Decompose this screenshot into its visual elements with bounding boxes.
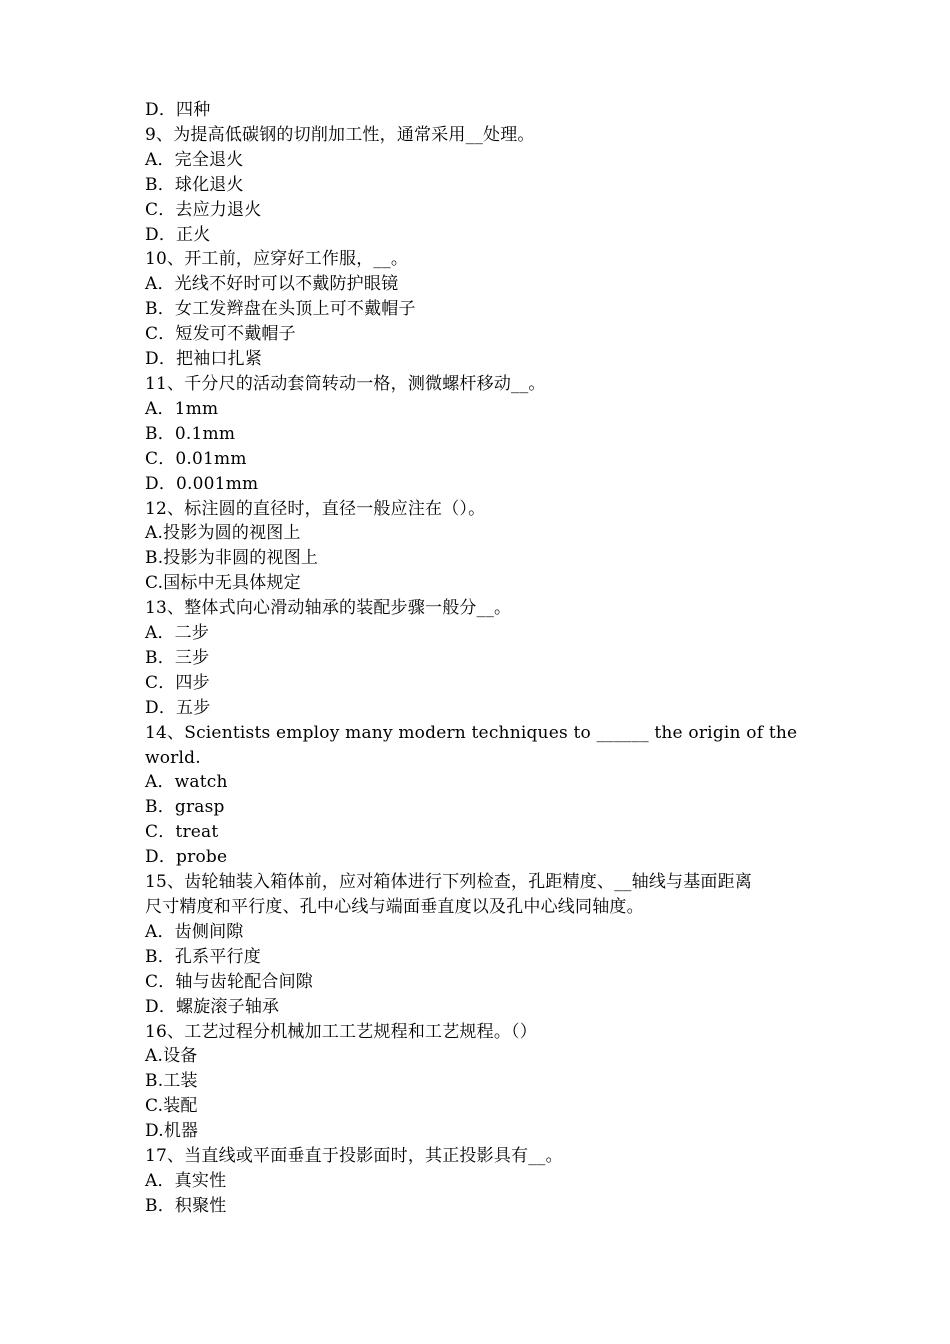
question-text: 尺寸精度和平行度、孔中心线与端面垂直度以及孔中心线同轴度。 — [145, 897, 644, 917]
answer-option: A．1mm — [145, 398, 219, 419]
answer-option: B．三步 — [145, 647, 210, 668]
answer-option: A.设备 — [145, 1046, 198, 1067]
answer-option: A．完全退火 — [145, 149, 244, 170]
answer-option: C.国标中无具体规定 — [145, 573, 301, 594]
question-text: 15、齿轮轴装入箱体前，应对箱体进行下列检查，孔距精度、__轴线与基面距离 — [145, 872, 753, 893]
question-text: 16、工艺过程分机械加工工艺规程和工艺规程。（） — [145, 1021, 537, 1042]
answer-option: B．女工发辫盘在头顶上可不戴帽子 — [145, 299, 416, 320]
answer-option: A．watch — [145, 772, 228, 793]
answer-option: C．轴与齿轮配合间隙 — [145, 971, 314, 992]
answer-option: D.机器 — [145, 1121, 199, 1142]
answer-option: D．probe — [145, 847, 228, 868]
question-text: 9、为提高低碳钢的切削加工性，通常采用__处理。 — [145, 124, 535, 145]
answer-option: D．螺旋滚子轴承 — [145, 996, 280, 1017]
answer-option: B．球化退火 — [145, 174, 244, 195]
answer-option: B．0.1mm — [145, 423, 236, 444]
answer-option: B．grasp — [145, 797, 225, 818]
answer-option: A．真实性 — [145, 1170, 227, 1191]
answer-option: C．去应力退火 — [145, 199, 262, 220]
answer-option: B.工装 — [145, 1071, 198, 1092]
question-text: 11、千分尺的活动套筒转动一格，测微螺杆移动__。 — [145, 373, 546, 394]
answer-option: D．0.001mm — [145, 473, 259, 494]
answer-option: C．四步 — [145, 672, 210, 693]
question-text: 13、整体式向心滑动轴承的装配步骤一般分__。 — [145, 598, 512, 619]
answer-option: D．五步 — [145, 697, 211, 718]
answer-option: D．把袖口扎紧 — [145, 349, 263, 370]
answer-option: B．积聚性 — [145, 1195, 227, 1216]
answer-option: A.投影为圆的视图上 — [145, 523, 301, 544]
answer-option: C．短发可不戴帽子 — [145, 324, 296, 345]
answer-option: C.装配 — [145, 1096, 198, 1117]
answer-option: C．0.01mm — [145, 448, 247, 469]
question-text: 10、开工前，应穿好工作服，__。 — [145, 249, 409, 270]
question-text: 17、当直线或平面垂直于投影面时，其正投影具有__。 — [145, 1146, 563, 1167]
answer-option: D．正火 — [145, 224, 211, 245]
answer-option: D．四种 — [145, 100, 211, 120]
answer-option: A．二步 — [145, 623, 210, 644]
answer-option: B．孔系平行度 — [145, 946, 261, 967]
question-text: 12、标注圆的直径时，直径一般应注在（）。 — [145, 498, 486, 519]
answer-option: A．光线不好时可以不戴防护眼镜 — [145, 274, 399, 295]
answer-option: A．齿侧间隙 — [145, 921, 244, 942]
answer-option: C．treat — [145, 822, 219, 843]
question-list — [145, 98, 810, 1219]
answer-option: B.投影为非圆的视图上 — [145, 548, 319, 569]
question-text: 14、Scientists employ many modern techniques to ______ the origin of the world. — [145, 722, 803, 768]
